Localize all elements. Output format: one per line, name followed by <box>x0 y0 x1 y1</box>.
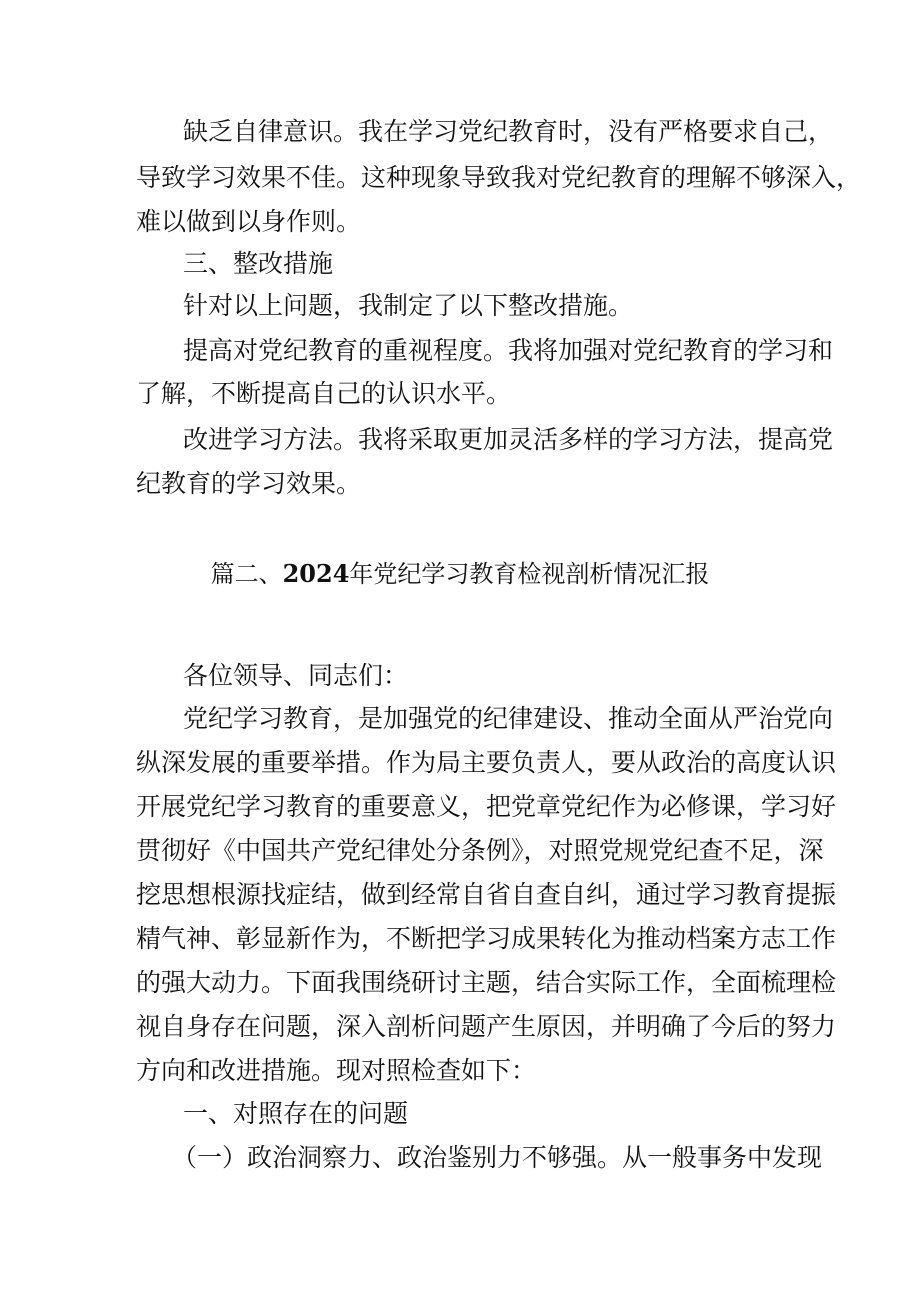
paragraph-line: 针对以上问题，我制定了以下整改措施。 <box>183 291 634 320</box>
section-heading: 三、整改措施 <box>183 249 334 278</box>
title-year: 2024 <box>282 559 350 588</box>
section-heading: 一、对照存在的问题 <box>183 1099 409 1128</box>
paragraph-line: 精气神、彰显新作为，不断把学习成果转化为推动档案方志工作 <box>136 924 837 953</box>
paragraph-line: 难以做到以身作则。 <box>136 207 362 236</box>
paragraph-line: 挖思想根源找症结，做到经常自省自查自纠，通过学习教育提振 <box>136 880 837 909</box>
document-title <box>0 554 920 594</box>
paragraph-line: 纪教育的学习效果。 <box>136 469 362 498</box>
paragraph-line: 贯彻好《中国共产党纪律处分条例》，对照党规党纪查不足，深 <box>136 836 824 865</box>
title-rest: 年党纪学习教育检视剖析情况汇报 <box>349 560 710 588</box>
paragraph-line: 导致学习效果不佳。这种现象导致我对党纪教育的理解不够深入， <box>136 163 862 192</box>
greeting: 各位领导、同志们： <box>183 661 409 690</box>
paragraph-line: 纵深发展的重要举措。作为局主要负责人，要从政治的高度认识 <box>136 748 837 777</box>
paragraph-line: 改进学习方法。我将采取更加灵活多样的学习方法，提高党 <box>183 425 834 454</box>
paragraph-line: 了解，不断提高自己的认识水平。 <box>136 379 512 408</box>
paragraph-line: 党纪学习教育，是加强党的纪律建设、推动全面从严治党向 <box>183 704 834 733</box>
paragraph-line: 提高对党纪教育的重视程度。我将加强对党纪教育的学习和 <box>183 336 834 365</box>
paragraph-line: （一）政治洞察力、政治鉴别力不够强。从一般事务中发现 <box>172 1143 823 1172</box>
paragraph-line: 开展党纪学习教育的重要意义，把党章党纪作为必修课，学习好 <box>136 792 837 821</box>
paragraph-line: 的强大动力。下面我围绕研讨主题，结合实际工作，全面梳理检 <box>136 968 837 997</box>
paragraph-line: 缺乏自律意识。我在学习党纪教育时，没有严格要求自己， <box>183 117 834 146</box>
paragraph-line: 视自身存在问题，深入剖析问题产生原因，并明确了今后的努力 <box>136 1012 837 1041</box>
paragraph-line: 方向和改进措施。现对照检查如下： <box>136 1056 537 1085</box>
title-prefix: 篇二、 <box>210 560 283 588</box>
